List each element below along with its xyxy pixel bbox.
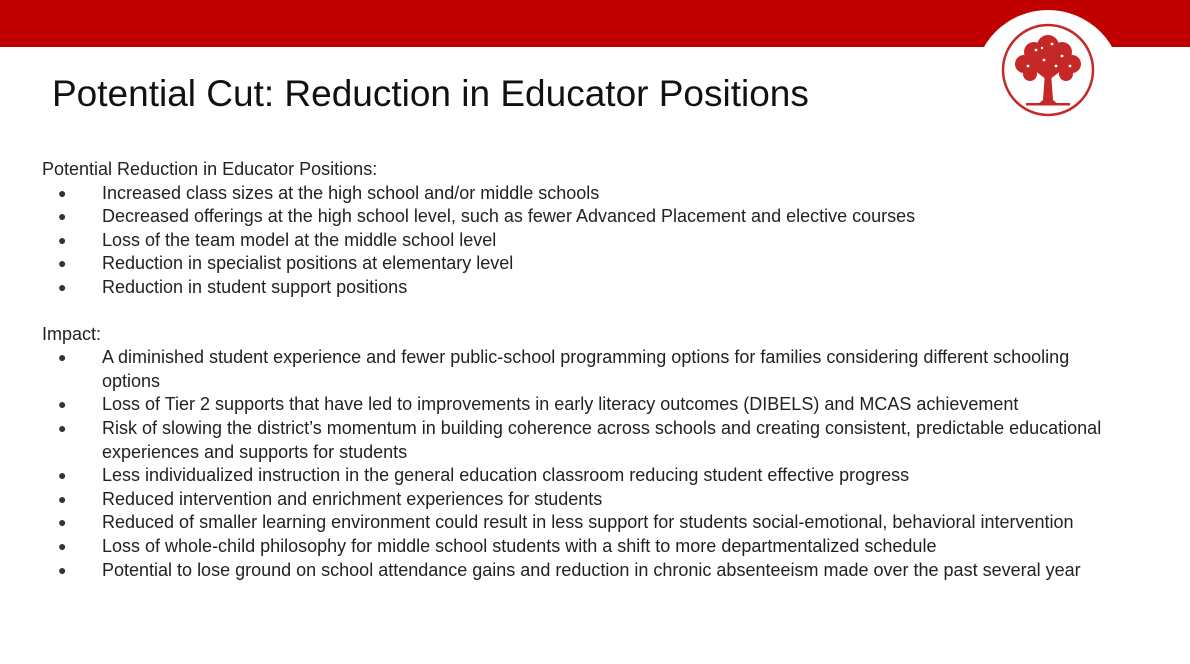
list-item	[42, 393, 1122, 417]
bullet-list	[42, 346, 1122, 582]
list-item-text: Reduced of smaller learning environment could result in less support for students social-emotional, behavioral intervention	[102, 512, 1074, 533]
bullet-icon: ●	[58, 184, 67, 201]
list-item-text: Loss of the team model at the middle school level	[102, 229, 497, 250]
list-item	[42, 464, 1122, 488]
list-item	[42, 511, 1122, 535]
list-item	[42, 346, 1122, 393]
list-item	[42, 559, 1122, 583]
list-item	[42, 229, 1122, 253]
list-item-text: Reduction in specialist positions at elementary level	[102, 253, 514, 274]
list-item	[42, 252, 1122, 276]
slide-body	[42, 158, 1122, 582]
list-item	[42, 488, 1122, 512]
list-item-text: Less individualized instruction in the general education classroom reducing student effective progress	[102, 465, 910, 486]
tree-logo-icon	[1000, 22, 1096, 118]
list-item	[42, 535, 1122, 559]
bullet-icon: ●	[58, 231, 67, 248]
list-item-text: Increased class sizes at the high school and/or middle schools	[102, 182, 600, 203]
bullet-icon: ●	[58, 419, 67, 436]
section-heading: Potential Reduction in Educator Positions:	[42, 159, 378, 179]
list-item-text: Loss of whole-child philosophy for middle school students with a shift to more departmentalized schedule	[102, 535, 937, 556]
list-item-text: Reduced intervention and enrichment experiences for students	[102, 488, 603, 509]
bullet-icon: ●	[58, 537, 67, 554]
district-logo	[974, 10, 1122, 158]
list-item	[42, 417, 1122, 464]
reduction-section	[42, 158, 1122, 300]
bullet-icon: ●	[58, 490, 67, 507]
bullet-icon: ●	[58, 349, 67, 366]
list-item-text: A diminished student experience and fewer public-school programming options for families considering different schooling options	[102, 347, 1070, 391]
bullet-icon: ●	[58, 278, 67, 295]
bullet-list	[42, 182, 1122, 300]
bullet-icon: ●	[58, 255, 67, 272]
list-item	[42, 276, 1122, 300]
list-item-text: Reduction in student support positions	[102, 276, 408, 297]
list-item	[42, 205, 1122, 229]
bullet-icon: ●	[58, 514, 67, 531]
bullet-icon: ●	[58, 467, 67, 484]
list-item	[42, 182, 1122, 206]
list-item-text: Potential to lose ground on school attendance gains and reduction in chronic absenteeism made over the past several year	[102, 559, 1081, 580]
bullet-icon: ●	[58, 396, 67, 413]
impact-section	[42, 323, 1122, 583]
section-heading: Impact:	[42, 323, 102, 344]
slide-title: Potential Cut: Reduction in Educator Positions	[52, 73, 809, 114]
list-item-text: Loss of Tier 2 supports that have led to improvements in early literacy outcomes (DIBELS) and MCAS achievement	[102, 394, 1019, 415]
list-item-text: Risk of slowing the district’s momentum in building coherence across schools and creating consistent, predictable educational experiences and supports for students	[102, 417, 1102, 462]
bullet-icon: ●	[58, 208, 67, 225]
list-item-text: Decreased offerings at the high school level, such as fewer Advanced Placement and elective courses	[102, 206, 916, 227]
bullet-icon: ●	[58, 561, 67, 578]
